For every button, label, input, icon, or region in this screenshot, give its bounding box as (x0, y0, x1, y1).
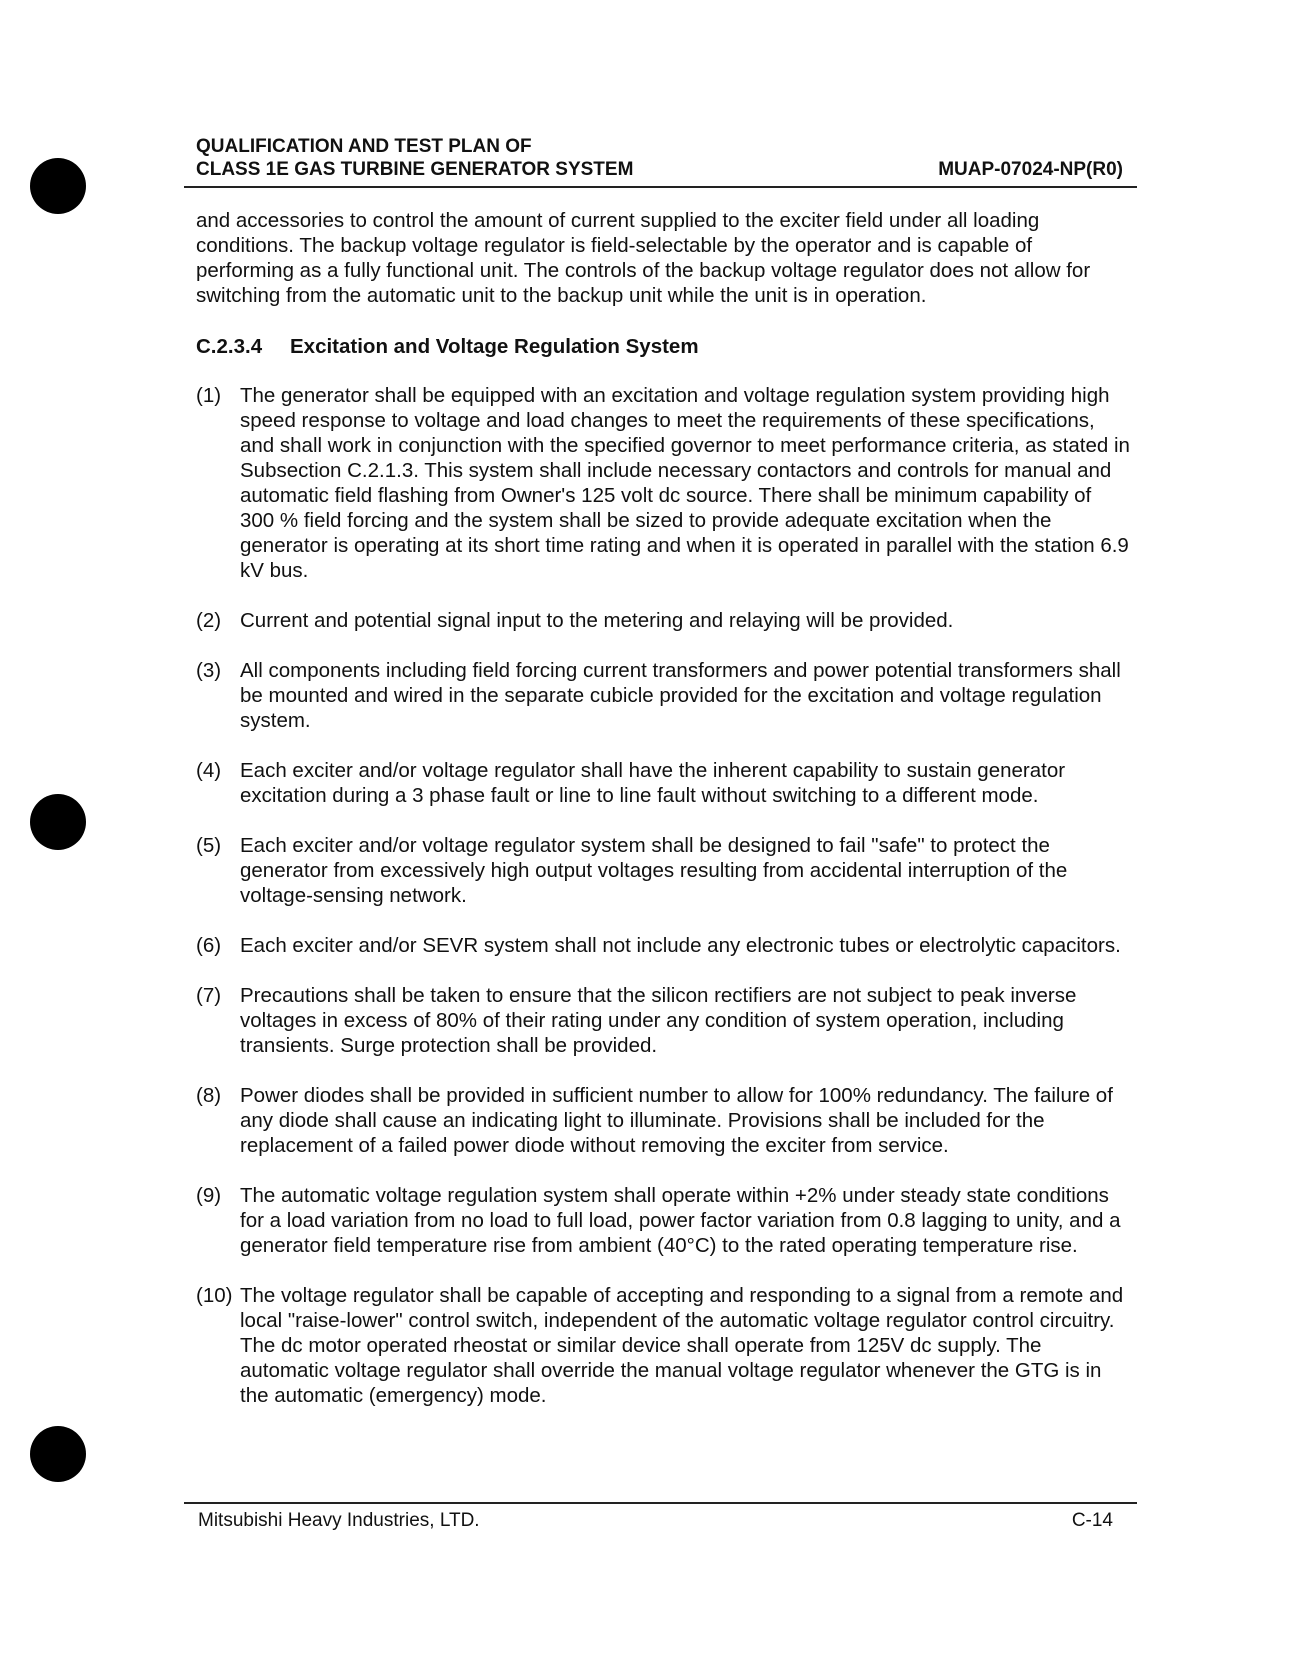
list-item (196, 933, 1131, 958)
list-item-text: The generator shall be equipped with an excitation and voltage regulation system providing high speed response to voltage and load changes to meet the requirements of these specifications, and shall work in conjunction with the specified governor to meet performance criteria, as stated in Subsection C.2.1.3. This system shall include necessary contactors and controls for manual and automatic field flashing from Owner's 125 volt dc source. There shall be minimum capability of 300 % field forcing and the system shall be sized to provide adequate excitation when the generator is operating at its short time rating and when it is operated in parallel with the station 6.9 kV bus. (240, 384, 1130, 582)
list-item (196, 833, 1131, 908)
section-heading (196, 334, 699, 359)
list-item-marker: (9) (196, 1184, 222, 1207)
list-item-marker: (10) (196, 1284, 233, 1307)
list-item (196, 1083, 1131, 1158)
punch-hole (30, 158, 86, 214)
list-item-text: Power diodes shall be provided in sufficient number to allow for 100% redundancy. The failure of any diode shall cause an indicating light to illuminate. Provisions shall be included for the replacement of a failed power diode without removing the exciter from service. (240, 1084, 1113, 1157)
list-item-text: All components including field forcing current transformers and power potential transformers shall be mounted and wired in the separate cubicle provided for the excitation and voltage regulation system. (240, 659, 1121, 732)
list-item (196, 1183, 1131, 1258)
punch-hole (30, 1426, 86, 1482)
section-title: Excitation and Voltage Regulation System (290, 335, 699, 358)
requirements-list (196, 383, 1131, 1433)
intro-paragraph: and accessories to control the amount of current supplied to the exciter field under all loading conditions. The backup voltage regulator is field-selectable by the operator and is capable of performing as a fully functional unit. The controls of the backup voltage regulator does not allow for switching from the automatic unit to the backup unit while the unit is in operation. (196, 209, 1091, 307)
header-title-line-1: QUALIFICATION AND TEST PLAN OF (196, 136, 532, 157)
header-title-line-2: CLASS 1E GAS TURBINE GENERATOR SYSTEM (196, 159, 634, 180)
page-footer (198, 1509, 1113, 1533)
footer-divider (184, 1502, 1137, 1504)
list-item-marker: (1) (196, 384, 222, 407)
list-item (196, 983, 1131, 1058)
list-item (196, 658, 1131, 733)
list-item-marker: (7) (196, 984, 222, 1007)
list-item-text: Each exciter and/or SEVR system shall not include any electronic tubes or electrolytic capacitors. (240, 934, 1121, 957)
list-item-text: The automatic voltage regulation system shall operate within +2% under steady state conditions for a load variation from no load to full load, power factor variation from 0.8 lagging to unity, and a generator field temperature rise from ambient (40°C) to the rated operating temperature rise. (240, 1184, 1121, 1257)
list-item-marker: (3) (196, 659, 222, 682)
section-number: C.2.3.4 (196, 335, 263, 358)
list-item-marker: (4) (196, 759, 222, 782)
list-item-text: Each exciter and/or voltage regulator system shall be designed to fail "safe" to protect the generator from excessively high output voltages resulting from accidental interruption of the voltage-sensing network. (240, 834, 1068, 907)
list-item-text: Current and potential signal input to the metering and relaying will be provided. (240, 609, 954, 632)
punch-hole (30, 794, 86, 850)
list-item-marker: (6) (196, 934, 222, 957)
list-item (196, 1283, 1131, 1408)
document-id: MUAP-07024-NP(R0) (938, 159, 1123, 180)
list-item (196, 383, 1131, 583)
footer-company: Mitsubishi Heavy Industries, LTD. (198, 1510, 480, 1531)
page-number: C-14 (1071, 1510, 1113, 1531)
list-item-marker: (8) (196, 1084, 222, 1107)
list-item (196, 758, 1131, 808)
list-item-marker: (5) (196, 834, 222, 857)
list-item-text: The voltage regulator shall be capable of accepting and responding to a signal from a remote and local "raise-lower" control switch, independent of the automatic voltage regulator control circuitry. The dc motor operated rheostat or similar device shall operate from 125V dc supply. The automatic voltage regulator shall override the manual voltage regulator whenever the GTG is in the automatic (emergency) mode. (240, 1284, 1124, 1407)
list-item-marker: (2) (196, 609, 222, 632)
list-item-text: Each exciter and/or voltage regulator shall have the inherent capability to sustain generator excitation during a 3 phase fault or line to line fault without switching to a different mode. (240, 759, 1066, 807)
page-header (196, 135, 1137, 181)
header-divider (184, 186, 1137, 188)
list-item-text: Precautions shall be taken to ensure that the silicon rectifiers are not subject to peak inverse voltages in excess of 80% of their rating under any condition of system operation, including transients. Surge protection shall be provided. (240, 984, 1077, 1057)
list-item (196, 608, 1131, 633)
